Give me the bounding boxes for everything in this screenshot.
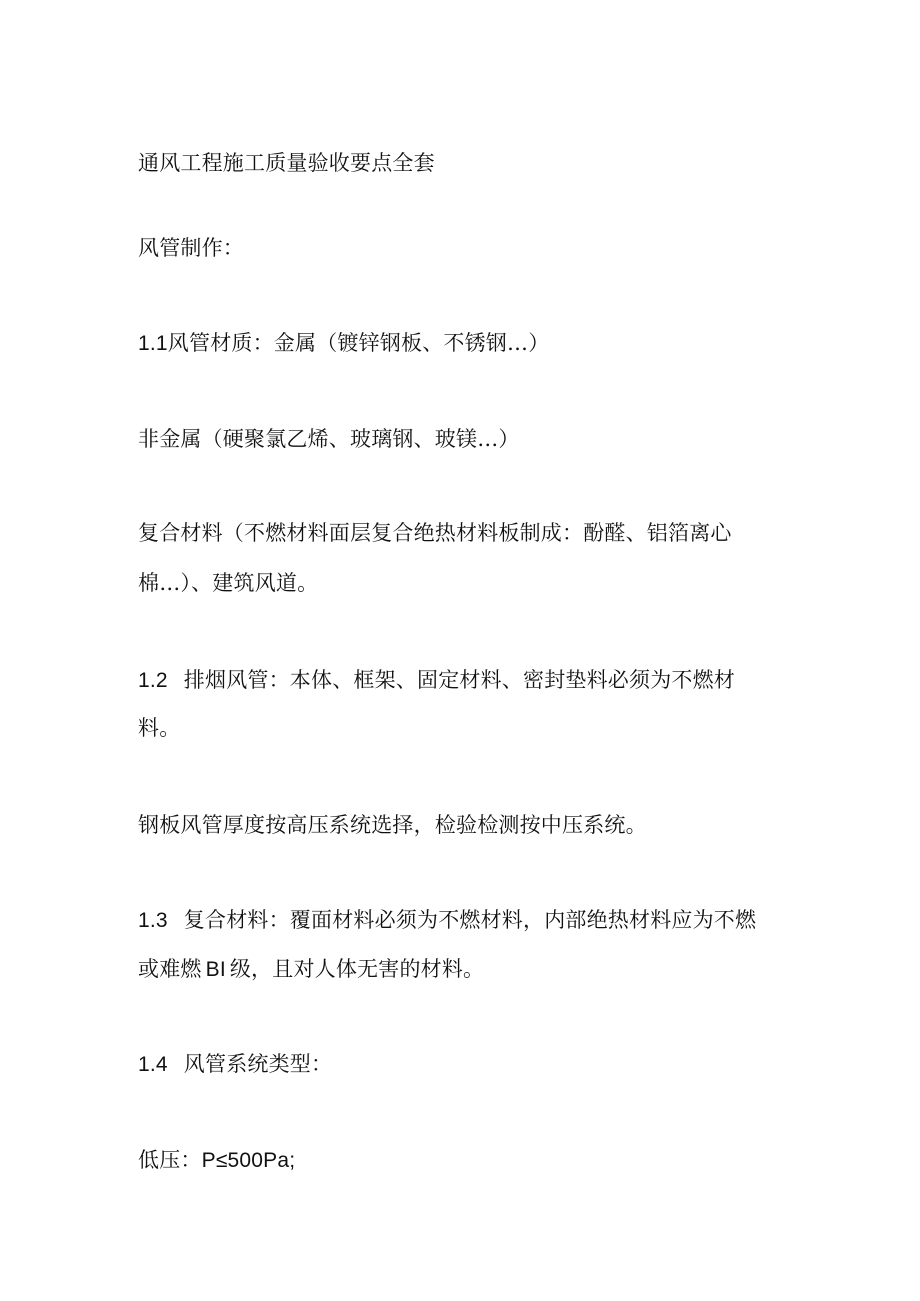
item-1-3-line2 [138, 957, 484, 982]
item-1-2-text-line1: 排烟风管：本体、框架、固定材料、密封垫料必须为不燃材 [183, 668, 735, 692]
item-1-4-text: 风管系统类型： [183, 1052, 333, 1076]
item-1-3-text-line2c: 级，且对人体无害的材料。 [229, 957, 485, 981]
item-1-1 [138, 331, 549, 356]
item-1-3-grade: BI [205, 958, 226, 981]
item-1-2 [138, 668, 735, 693]
document-title: 通风工程施工质量验收要点全套 [138, 151, 435, 175]
item-1-4 [138, 1052, 332, 1077]
item-1-2-number: 1.2 [138, 669, 168, 692]
item-1-3-text-line1: 复合材料：覆面材料必须为不燃材料，内部绝热材料应为不燃 [183, 908, 757, 932]
item-1-4-number: 1.4 [138, 1053, 168, 1076]
item-1-1-composite-line1: 复合材料（不燃材料面层复合绝热材料板制成：酚醛、铝箔离心 [138, 521, 732, 545]
item-1-1-nonmetal: 非金属（硬聚氯乙烯、玻璃钢、玻镁…） [138, 427, 520, 451]
item-1-2-steel: 钢板风管厚度按高压系统选择，检验检测按中压系统。 [138, 813, 647, 837]
low-pressure-line [138, 1148, 295, 1173]
item-1-2-text-line2: 料。 [138, 716, 181, 740]
item-1-1-composite-line2: 棉…）、建筑风道。 [138, 571, 319, 595]
section-heading: 风管制作： [138, 236, 244, 260]
item-1-3 [138, 908, 756, 933]
item-1-3-text-line2a: 或难燃 [138, 957, 202, 981]
low-pressure-label: 低压： [138, 1148, 202, 1172]
item-1-3-number: 1.3 [138, 909, 168, 932]
item-1-1-text: 风管材质：金属（镀锌钢板、不锈钢…） [167, 331, 550, 355]
item-1-1-number: 1.1 [138, 332, 168, 355]
low-pressure-value: P≤500Pa; [201, 1149, 296, 1172]
